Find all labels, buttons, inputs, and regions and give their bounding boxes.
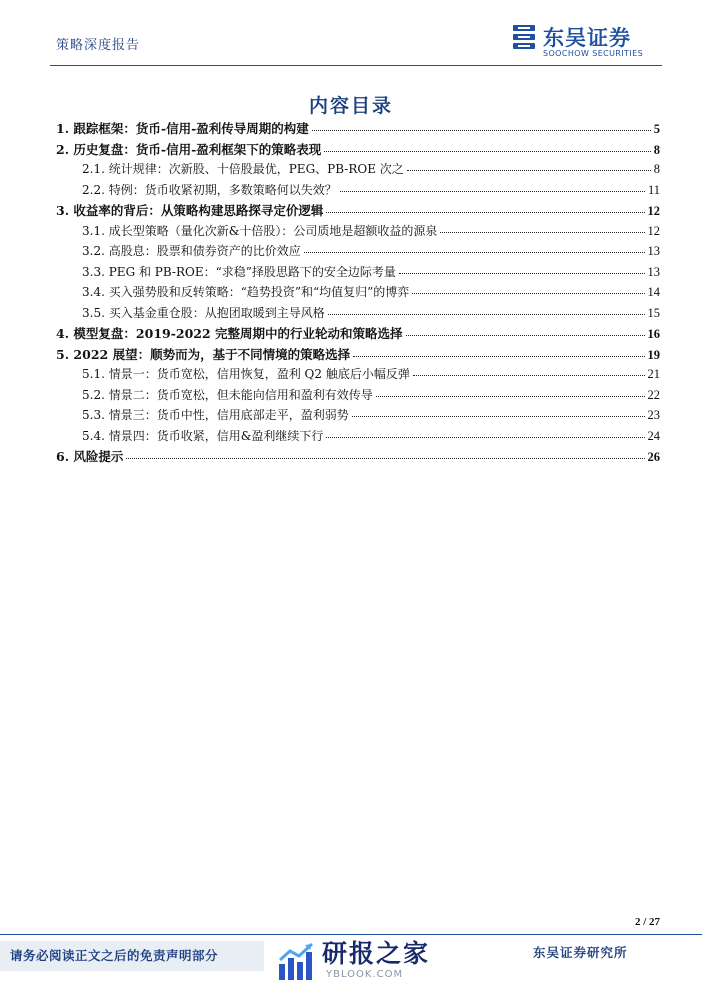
toc-entry[interactable] — [56, 427, 660, 448]
toc-dot-leader — [413, 366, 645, 376]
toc-entry-text: PEG 和 PB-ROE：“求稳”择股思路下的安全边际考量 — [108, 264, 396, 279]
toc-entry-text: 买入基金重仓股：从抱团取暖到主导风格 — [108, 305, 325, 320]
toc-entry-page: 21 — [647, 367, 660, 381]
toc-entry[interactable] — [56, 160, 660, 181]
toc-entry-label — [82, 365, 410, 382]
toc-entry[interactable] — [56, 365, 660, 386]
toc-entry-text: 风险提示 — [73, 449, 124, 464]
toc-entry-label — [82, 181, 337, 198]
toc-entry[interactable] — [56, 324, 660, 345]
toc-dot-leader — [312, 121, 651, 131]
toc-dot-leader — [126, 449, 644, 459]
header-divider — [50, 65, 662, 66]
toc-entry-text: 历史复盘：货币-信用-盈利框架下的策略表现 — [73, 141, 322, 157]
page-indicator: 2 / 27 — [634, 916, 660, 928]
toc-entry-label — [82, 283, 409, 300]
toc-entry-page: 5 — [653, 122, 660, 136]
toc-dot-leader — [406, 326, 645, 336]
toc-entry-label — [82, 386, 373, 403]
toc-entry-label — [82, 304, 325, 321]
toc-dot-leader — [340, 182, 645, 192]
toc-entry-text: 高股息：股票和债券资产的比价效应 — [108, 244, 301, 258]
toc-entry-page: 12 — [647, 223, 660, 238]
toc-entry-label — [56, 201, 323, 219]
toc-entry-number: 5.2. — [82, 387, 105, 402]
table-of-contents — [56, 119, 660, 468]
toc-entry-text: 跟踪框架：货币-信用-盈利传导周期的构建 — [73, 121, 309, 136]
report-type-label: 策略深度报告 — [56, 38, 141, 53]
toc-entry-label — [82, 242, 301, 259]
toc-entry-number: 6. — [56, 449, 70, 464]
toc-entry-number: 4. — [56, 326, 70, 341]
toc-entry[interactable] — [56, 119, 660, 140]
toc-entry-page: 26 — [647, 450, 660, 464]
toc-entry-label — [56, 447, 123, 465]
toc-dot-leader — [412, 284, 644, 294]
toc-entry-number: 3.3. — [82, 264, 105, 279]
toc-dot-leader — [407, 161, 651, 171]
toc-entry-page: 11 — [647, 182, 660, 197]
toc-entry-page: 13 — [647, 264, 660, 279]
toc-entry-number: 5. — [56, 346, 70, 362]
toc-entry-page: 22 — [647, 387, 660, 402]
toc-entry-number: 2.2. — [82, 182, 105, 197]
toc-entry[interactable] — [56, 242, 660, 263]
toc-entry-page: 16 — [647, 327, 660, 341]
toc-entry-number: 5.1. — [82, 367, 105, 381]
toc-entry-label — [56, 140, 321, 158]
toc-entry-number: 3.5. — [82, 305, 105, 320]
toc-entry-number: 2. — [56, 141, 70, 157]
toc-dot-leader — [376, 387, 645, 397]
toc-entry-text: 成长型策略（量化次新&十倍股）：公司质地是超额收益的源泉 — [108, 223, 438, 238]
toc-dot-leader — [328, 305, 645, 315]
toc-entry-text: 统计规律：次新股、十倍股最优，PEG、PB-ROE 次之 — [108, 162, 404, 176]
toc-entry-number: 3.4. — [82, 285, 105, 299]
toc-entry-label — [82, 427, 323, 444]
toc-entry-label — [56, 345, 350, 363]
toc-entry-label — [82, 406, 349, 423]
toc-entry-label — [56, 119, 309, 137]
toc-title: 内容目录 — [308, 95, 393, 117]
toc-entry-page: 15 — [647, 305, 660, 320]
toc-entry-text: 模型复盘：2019-2022 完整周期中的行业轮动和策略选择 — [73, 326, 403, 341]
toc-dot-leader — [304, 243, 645, 253]
toc-entry[interactable] — [56, 345, 660, 366]
toc-entry-number: 3.1. — [82, 223, 105, 238]
footer-disclaimer: 请务必阅读正文之后的免责声明部分 — [10, 948, 219, 963]
toc-entry-page: 24 — [647, 428, 660, 443]
toc-entry-number: 5.3. — [82, 408, 105, 422]
toc-entry-number: 3. — [56, 203, 70, 218]
toc-entry-number: 5.4. — [82, 428, 105, 443]
toc-entry-page: 19 — [647, 347, 660, 362]
toc-entry-label — [82, 263, 396, 280]
toc-entry-number: 1. — [56, 121, 70, 136]
toc-entry-text: 情景一：货币宽松，信用恢复，盈利 Q2 触底后小幅反弹 — [108, 367, 410, 381]
toc-entry-label — [82, 160, 404, 177]
toc-entry-number: 2.1. — [82, 162, 105, 176]
toc-entry-page: 14 — [647, 285, 660, 299]
toc-entry-text: 买入强势股和反转策略：“趋势投资”和“均值复归”的博弈 — [108, 285, 410, 299]
toc-entry-page: 12 — [647, 204, 660, 218]
toc-entry[interactable] — [56, 447, 660, 468]
toc-dot-leader — [352, 407, 645, 417]
toc-entry[interactable] — [56, 406, 660, 427]
toc-entry[interactable] — [56, 304, 660, 325]
toc-dot-leader — [326, 203, 644, 213]
toc-entry[interactable] — [56, 140, 660, 161]
toc-entry[interactable] — [56, 263, 660, 284]
watermark-subtext: YBLOOK.COM — [326, 969, 404, 980]
toc-dot-leader — [353, 347, 644, 357]
watermark-chart-icon — [277, 940, 315, 982]
toc-entry-text: 情景三：货币中性，信用底部走平，盈利弱势 — [108, 408, 349, 422]
toc-entry-label — [82, 222, 437, 239]
toc-entry-text: 收益率的背后：从策略构建思路探寻定价逻辑 — [73, 203, 324, 218]
toc-entry-page: 8 — [653, 142, 660, 157]
toc-entry-label — [56, 324, 403, 342]
logo-name-cn: 东吴证券 — [543, 26, 631, 50]
footer-institute: 东吴证券研究所 — [533, 945, 628, 960]
toc-entry-text: 2022 展望：顺势而为，基于不同情境的策略选择 — [73, 346, 351, 362]
toc-entry-page: 8 — [653, 162, 660, 176]
toc-entry[interactable] — [56, 283, 660, 304]
toc-entry[interactable] — [56, 201, 660, 222]
toc-entry-number: 3.2. — [82, 244, 105, 258]
toc-entry-page: 23 — [647, 408, 660, 422]
toc-entry-text: 情景四：货币收紧，信用&盈利继续下行 — [108, 428, 324, 443]
watermark-text: 研报之家 — [322, 939, 431, 968]
toc-entry-text: 情景二：货币宽松，但未能向信用和盈利有效传导 — [108, 387, 373, 402]
toc-entry[interactable] — [56, 222, 660, 243]
soochow-logo-icon — [511, 23, 537, 53]
toc-dot-leader — [399, 264, 645, 274]
toc-dot-leader — [326, 428, 644, 438]
toc-entry[interactable] — [56, 386, 660, 407]
brand-logo — [511, 20, 661, 62]
toc-entry-page: 13 — [647, 244, 660, 258]
logo-name-en: SOOCHOW SECURITIES — [543, 49, 644, 58]
toc-dot-leader — [324, 142, 650, 152]
toc-dot-leader — [440, 223, 644, 233]
toc-entry-text: 特例：货币收紧初期，多数策略何以失效？ — [108, 182, 337, 197]
toc-entry[interactable] — [56, 181, 660, 202]
